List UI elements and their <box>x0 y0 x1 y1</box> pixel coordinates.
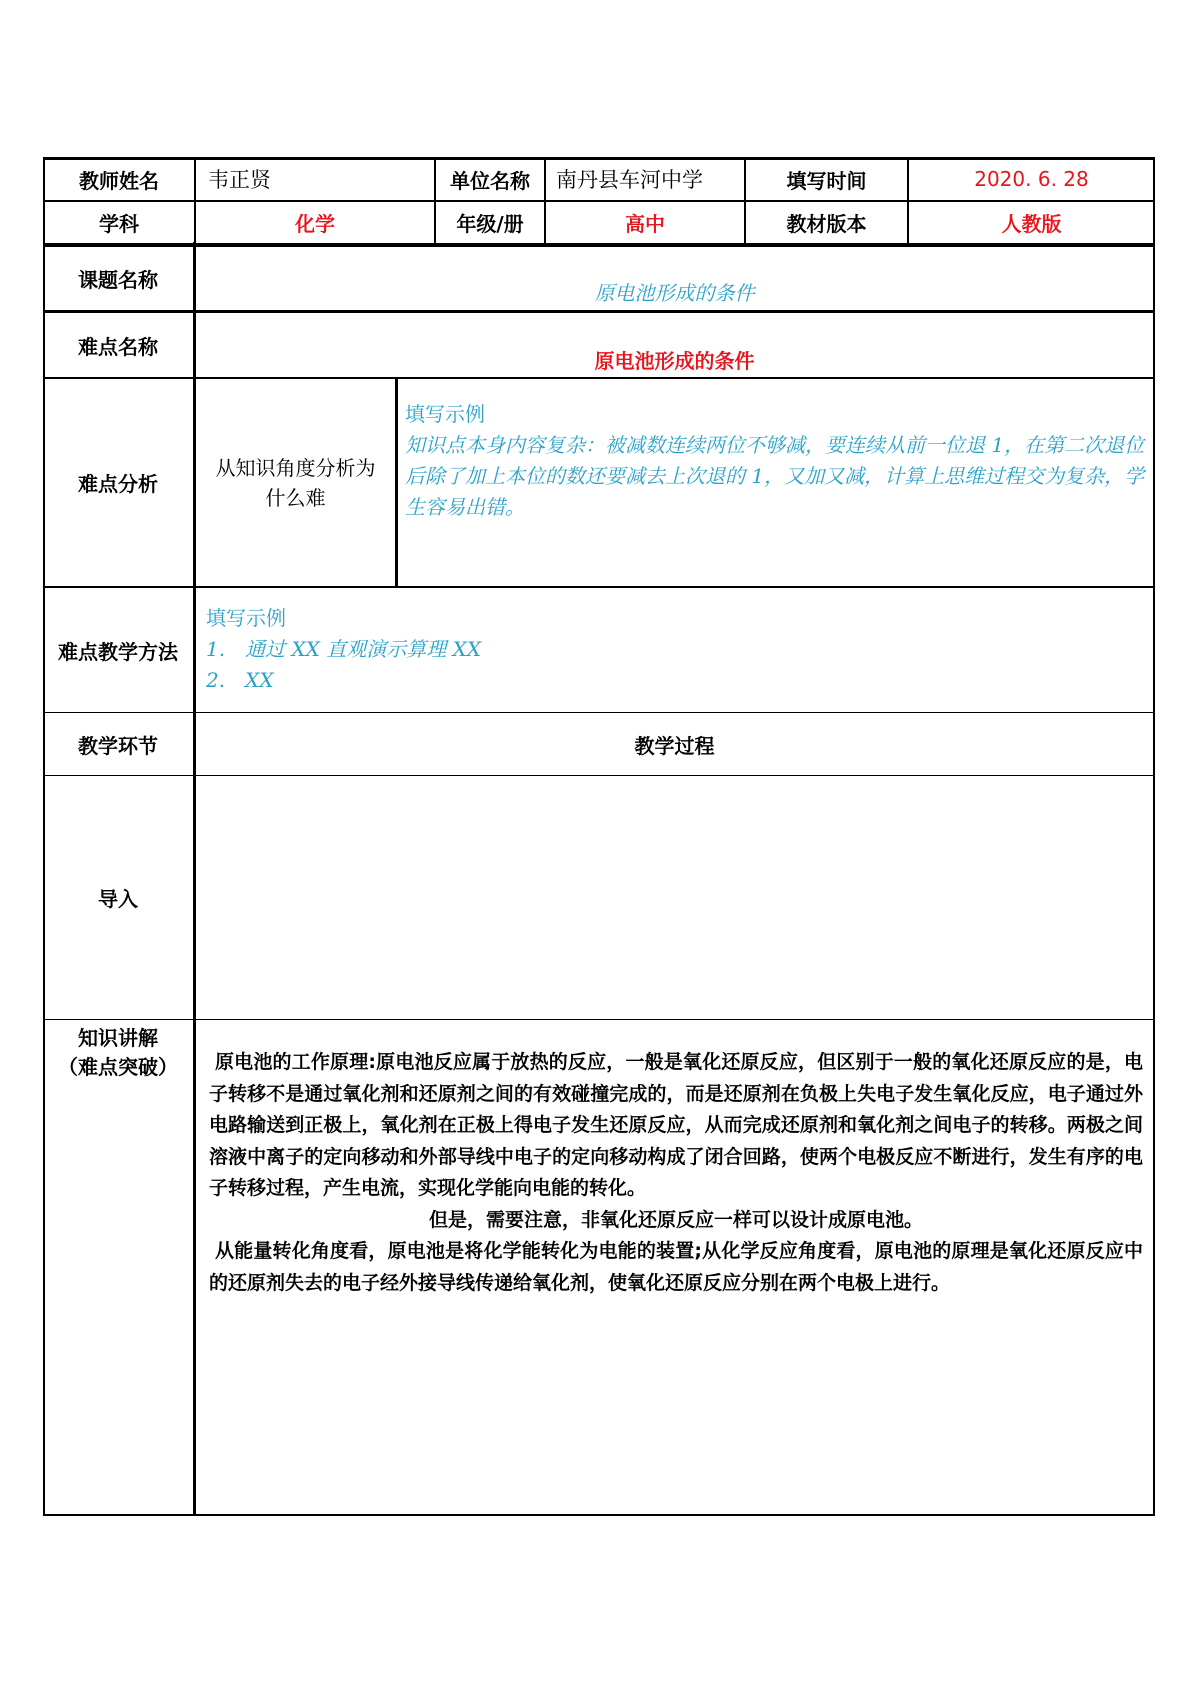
edition-value: 人教版 <box>908 201 1155 244</box>
fill-date-value: 2020. 6. 28 <box>908 157 1155 201</box>
difficulty-label: 难点名称 <box>78 334 158 359</box>
teacher-name-value: 韦正贤 <box>195 157 435 201</box>
analysis-example-text: 知识点本身内容复杂：被减数连续两位不够减，要连续从前一位退 1，在第二次退位后除了加上本位的数还要减去上次退的 1，又加又减，计算上思维过程交为复杂，学生容易出错。 <box>405 433 1145 519</box>
method-item: 2. XX <box>206 668 274 692</box>
edition-label: 教材版本 <box>745 201 908 244</box>
table-bottom-border <box>43 1514 1155 1516</box>
intro-content <box>196 776 1153 1019</box>
knowledge-paragraph: 但是，需要注意，非氧化还原反应一样可以设计成原电池。 <box>428 1208 923 1231</box>
lesson-plan-table <box>43 157 1155 1516</box>
method-item: 1. 通过 XX 直观演示算理 XX <box>206 637 482 661</box>
table-right-border <box>1153 157 1155 1516</box>
difficulty-value: 原电池形成的条件 <box>594 349 755 373</box>
knowledge-label-line2: （难点突破） <box>58 1055 178 1079</box>
unit-name-label: 单位名称 <box>435 157 545 201</box>
grade-label: 年级/册 <box>435 201 545 244</box>
knowledge-label-line1: 知识讲解 <box>78 1026 158 1050</box>
analysis-example <box>405 399 1151 523</box>
analysis-example-title: 填写示例 <box>405 402 485 426</box>
subject-label: 学科 <box>43 201 195 244</box>
subject-value: 化学 <box>195 201 435 244</box>
knowledge-content <box>209 1047 1143 1299</box>
knowledge-paragraph: 原电池的工作原理:原电池反应属于放热的反应，一般是氧化还原反应，但区别于一般的氧化还原反应的是，电子转移不是通过氧化剂和还原剂之间的有效碰撞完成的，而是还原剂在负极上失电子发生氧化反应，电子通过外电路输送到正极上，氧化剂在正极上得电子发生还原反应，从而完成还原剂和氧化剂之间电子的转移。两极之间溶液中离子的定向移动和外部导线中电子的定向移动构成了闭合回路，使两个电极反应不断进行，发生有序的电子转移过程，产生电流，实现化学能向电能的转化。 <box>209 1051 1143 1199</box>
intro-label: 导入 <box>98 887 138 911</box>
unit-name-value: 南丹县车河中学 <box>545 157 745 201</box>
row-divider <box>43 586 1155 588</box>
analysis-sub-label: 从知识角度分析为什么难 <box>215 455 376 510</box>
fill-date-label: 填写时间 <box>745 157 908 201</box>
teaching-method-label: 难点教学方法 <box>58 639 178 664</box>
teaching-process-label: 教学过程 <box>634 733 715 758</box>
analysis-label: 难点分析 <box>78 472 158 496</box>
teaching-method-content <box>206 603 1146 696</box>
analysis-column-divider <box>395 379 398 586</box>
method-example-title: 填写示例 <box>206 606 286 630</box>
topic-value: 原电池形成的条件 <box>594 281 755 305</box>
row-divider <box>43 1019 1155 1020</box>
topic-label: 课题名称 <box>78 268 158 292</box>
grade-value: 高中 <box>545 201 745 244</box>
knowledge-paragraph: 从能量转化角度看，原电池是将化学能转化为电能的装置;从化学反应角度看，原电池的原理是氧化还原反应中的还原剂失去的电子经外接导线传递给氧化剂，使氧化还原反应分别在两个电极上进行。 <box>209 1240 1143 1294</box>
teaching-stage-label: 教学环节 <box>78 733 158 758</box>
knowledge-label <box>43 1023 193 1083</box>
teacher-name-label: 教师姓名 <box>43 157 195 201</box>
